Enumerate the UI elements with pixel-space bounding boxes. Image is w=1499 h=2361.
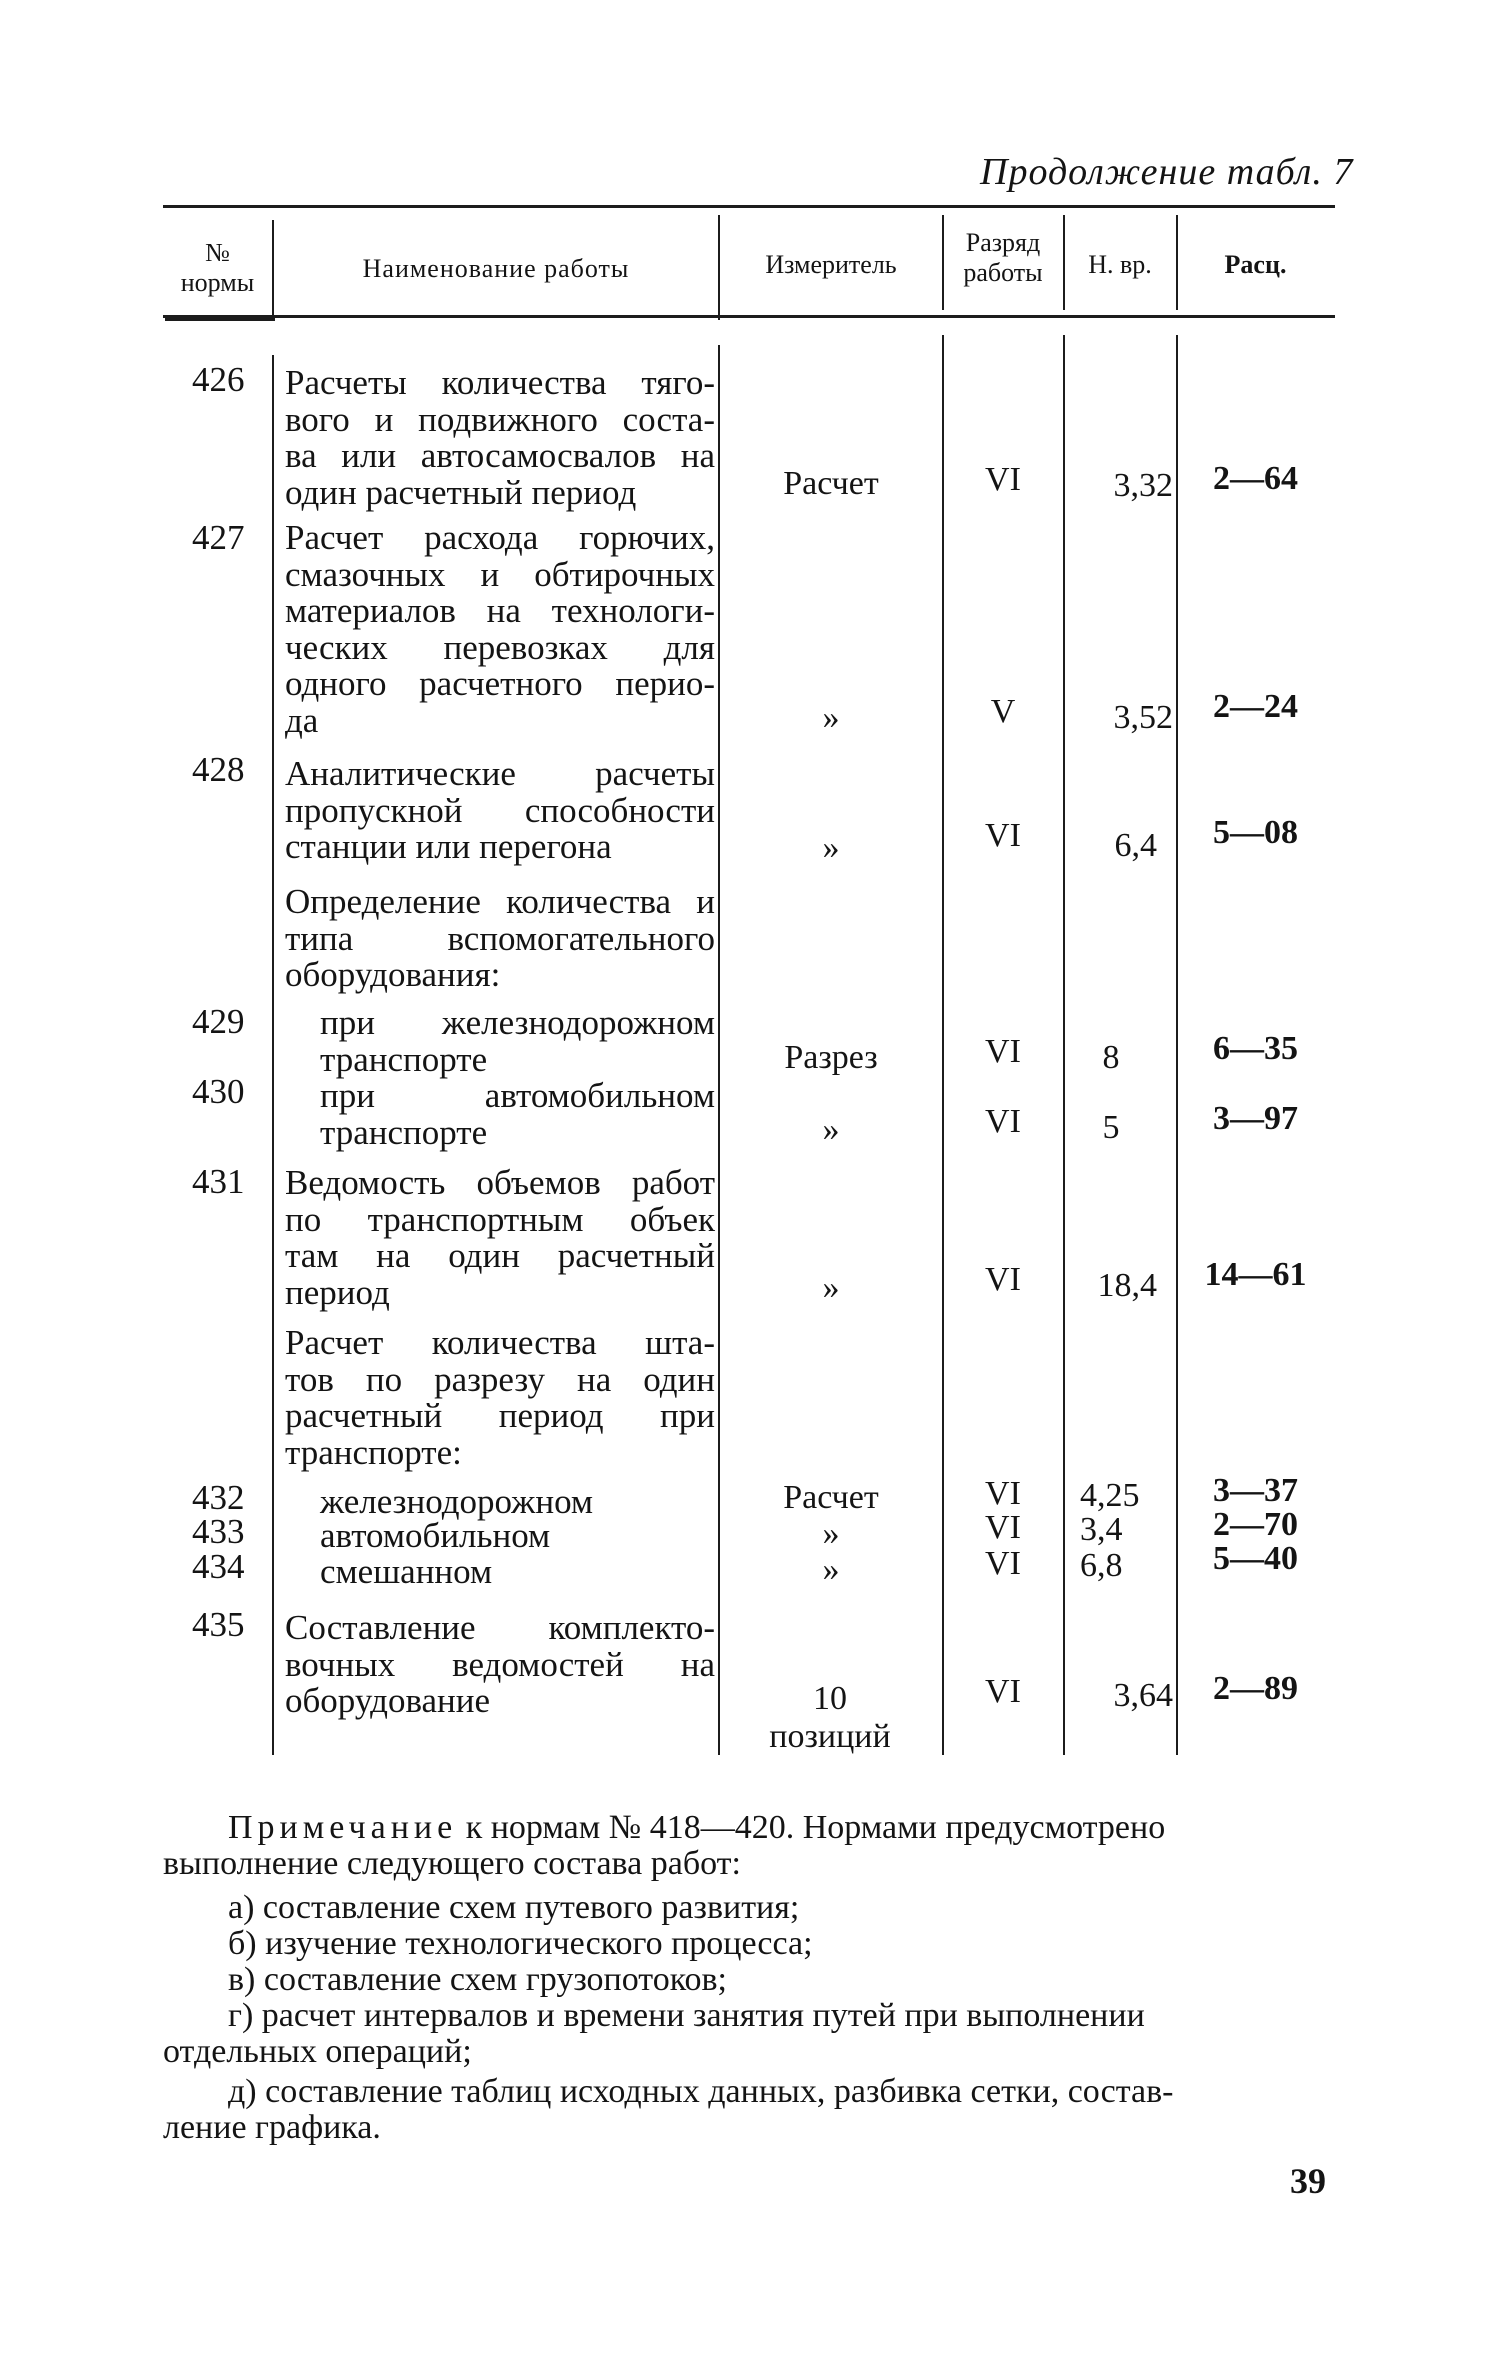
note-item-continuation: ление графика. (163, 2109, 381, 2146)
col-divider (718, 345, 720, 1755)
row-grade: VI (985, 1673, 1021, 1710)
row-name-line: транспорте (320, 1112, 488, 1152)
row-name (285, 756, 715, 866)
row-time: 6,8 (1080, 1547, 1123, 1584)
note-item-continuation: отдельных операций; (163, 2033, 472, 2070)
row-grade: VI (985, 461, 1021, 498)
col-divider (272, 220, 274, 320)
row-grade: VI (985, 1475, 1021, 1512)
row-norm: 430 (192, 1072, 245, 1111)
row-unit: Расчет (783, 1479, 879, 1516)
row-rate: 2—89 (1213, 1670, 1298, 1707)
row-name-line: одного расчетного перио- (285, 664, 715, 703)
row-name (320, 1005, 715, 1078)
row-grade: VI (985, 1033, 1021, 1070)
row-norm: 428 (192, 750, 245, 789)
row-norm: 435 (192, 1605, 245, 1644)
row-name-line: транспорте: (285, 1432, 462, 1472)
row-time: 5 (1102, 1109, 1120, 1146)
row-name: смешанном (320, 1552, 493, 1591)
row-name-line: там на один расчетный (285, 1236, 715, 1275)
row-name (285, 1610, 715, 1720)
row-name-line: вочных ведомостей на (285, 1644, 715, 1684)
group-heading (285, 884, 715, 994)
note-item: б) изучение технологического процесса; (228, 1925, 813, 1962)
row-name-line: да (285, 700, 319, 740)
row-name-line: оборудование (285, 1681, 491, 1720)
header-grade (944, 228, 1062, 288)
row-unit: » (822, 829, 840, 866)
row-name-line: станции или перегона (285, 827, 612, 866)
row-unit: » (822, 1269, 840, 1306)
row-norm: 433 (192, 1512, 245, 1551)
row-unit: Расчет (783, 465, 879, 502)
row-name (320, 1078, 715, 1151)
row-name-line: период (285, 1272, 390, 1312)
header-left-rule (165, 318, 275, 321)
header-grade-line1: Разряд (965, 228, 1041, 257)
row-name-line: Расчеты количества тяго- (285, 363, 715, 402)
row-time: 8 (1102, 1039, 1120, 1076)
header-grade-line2: работы (963, 258, 1043, 287)
row-grade: VI (985, 1261, 1021, 1298)
row-grade: VI (985, 1103, 1021, 1140)
row-name-line: пропускной способности (285, 790, 715, 830)
row-grade: VI (985, 1545, 1021, 1582)
row-rate: 2—64 (1213, 460, 1298, 497)
row-name-line: материалов на технологи- (285, 591, 715, 630)
row-rate: 6—35 (1213, 1030, 1298, 1067)
row-unit: Разрез (784, 1039, 878, 1076)
header-norm-line2: нормы (180, 268, 255, 297)
col-divider (272, 355, 274, 1755)
row-unit: » (822, 1515, 840, 1552)
row-time: 3,52 (1113, 699, 1173, 736)
row-name: автомобильном (320, 1516, 551, 1555)
row-name-line: при автомобильном (320, 1076, 715, 1115)
row-rate: 5—40 (1213, 1540, 1298, 1577)
row-name-line: Расчет количества шта- (285, 1323, 715, 1362)
row-name-line: Ведомость объемов работ (285, 1163, 715, 1202)
table-top-rule (163, 205, 1335, 208)
row-norm: 427 (192, 518, 245, 557)
note-item: в) составление схем грузопотоков; (228, 1961, 727, 1998)
row-unit: » (822, 1111, 840, 1148)
row-rate: 5—08 (1213, 814, 1298, 851)
table-caption: Продолжение табл. 7 (980, 151, 1354, 193)
row-name (285, 520, 715, 739)
row-norm: 434 (192, 1547, 245, 1586)
row-name-line: Определение количества и (285, 882, 715, 921)
header-time: Н. вр. (1088, 250, 1152, 279)
row-time: 3,32 (1113, 467, 1173, 504)
col-divider (718, 215, 720, 320)
row-unit: » (822, 1551, 840, 1588)
row-name-line: по транспортным объек (285, 1199, 715, 1239)
note-intro: к нормам № 418—420. Нормами предусмотрено (457, 1809, 1166, 1846)
row-grade: VI (985, 817, 1021, 854)
header-unit: Измеритель (765, 250, 897, 279)
note-first-line (228, 1810, 1165, 1846)
row-name-line: оборудования: (285, 955, 501, 994)
row-time: 3,4 (1080, 1511, 1123, 1548)
row-name-line: вого и подвижного соста- (285, 399, 715, 439)
row-unit: 10 позиций (769, 1680, 891, 1755)
note-item: д) составление таблиц исходных данных, разбивка сетки, состав- (228, 2073, 1174, 2110)
row-name-line: тов по разрезу на один (285, 1359, 715, 1399)
page-number: 39 (1290, 2161, 1326, 2201)
row-grade: V (990, 693, 1016, 730)
row-grade: VI (985, 1509, 1021, 1546)
row-rate: 3—97 (1213, 1100, 1298, 1137)
row-rate: 2—24 (1213, 688, 1298, 725)
row-name-line: Аналитические расчеты (285, 754, 715, 793)
row-name-line: ческих перевозках для (285, 627, 715, 667)
row-rate: 14—61 (1204, 1256, 1307, 1293)
row-rate: 2—70 (1213, 1506, 1298, 1543)
note-item: г) расчет интервалов и времени занятия путей при выполнении (228, 1997, 1145, 2034)
header-rate: Расц. (1224, 250, 1287, 279)
row-name-line: при железнодорожном (320, 1003, 715, 1042)
row-unit: » (822, 699, 840, 736)
row-time: 18,4 (1097, 1267, 1157, 1304)
row-norm: 429 (192, 1002, 245, 1041)
row-name-line: один расчетный период (285, 472, 637, 512)
header-bottom-rule (163, 315, 1335, 318)
row-time: 6,4 (1114, 827, 1157, 864)
note-item: а) составление схем путевого развития; (228, 1889, 800, 1926)
row-name-line: типа вспомогательного (285, 918, 715, 958)
row-norm: 431 (192, 1162, 245, 1201)
group-heading (285, 1325, 715, 1471)
row-time: 3,64 (1113, 1677, 1173, 1714)
row-name-line: Составление комплекто- (285, 1608, 715, 1647)
row-name-line: смазочных и обтирочных (285, 554, 715, 594)
row-name (285, 1165, 715, 1311)
note-intro-2: выполнение следующего состава работ: (163, 1845, 741, 1882)
row-name-line: Расчет расхода горючих, (285, 518, 715, 557)
note-label: Примечание (228, 1809, 458, 1846)
row-rate: 3—37 (1213, 1472, 1298, 1509)
row-name: железнодорожном (320, 1482, 594, 1521)
header-norm (165, 238, 270, 298)
row-time: 4,25 (1080, 1477, 1140, 1514)
row-name-line: расчетный период при (285, 1396, 715, 1435)
header-norm-line1: № (205, 238, 230, 267)
row-name (285, 365, 715, 511)
row-norm: 432 (192, 1478, 245, 1517)
row-name-line: ва или автосамосвалов на (285, 436, 715, 475)
header-name: Наименование работы (362, 254, 630, 283)
row-norm: 426 (192, 360, 245, 399)
row-name-line: транспорте (320, 1039, 488, 1079)
